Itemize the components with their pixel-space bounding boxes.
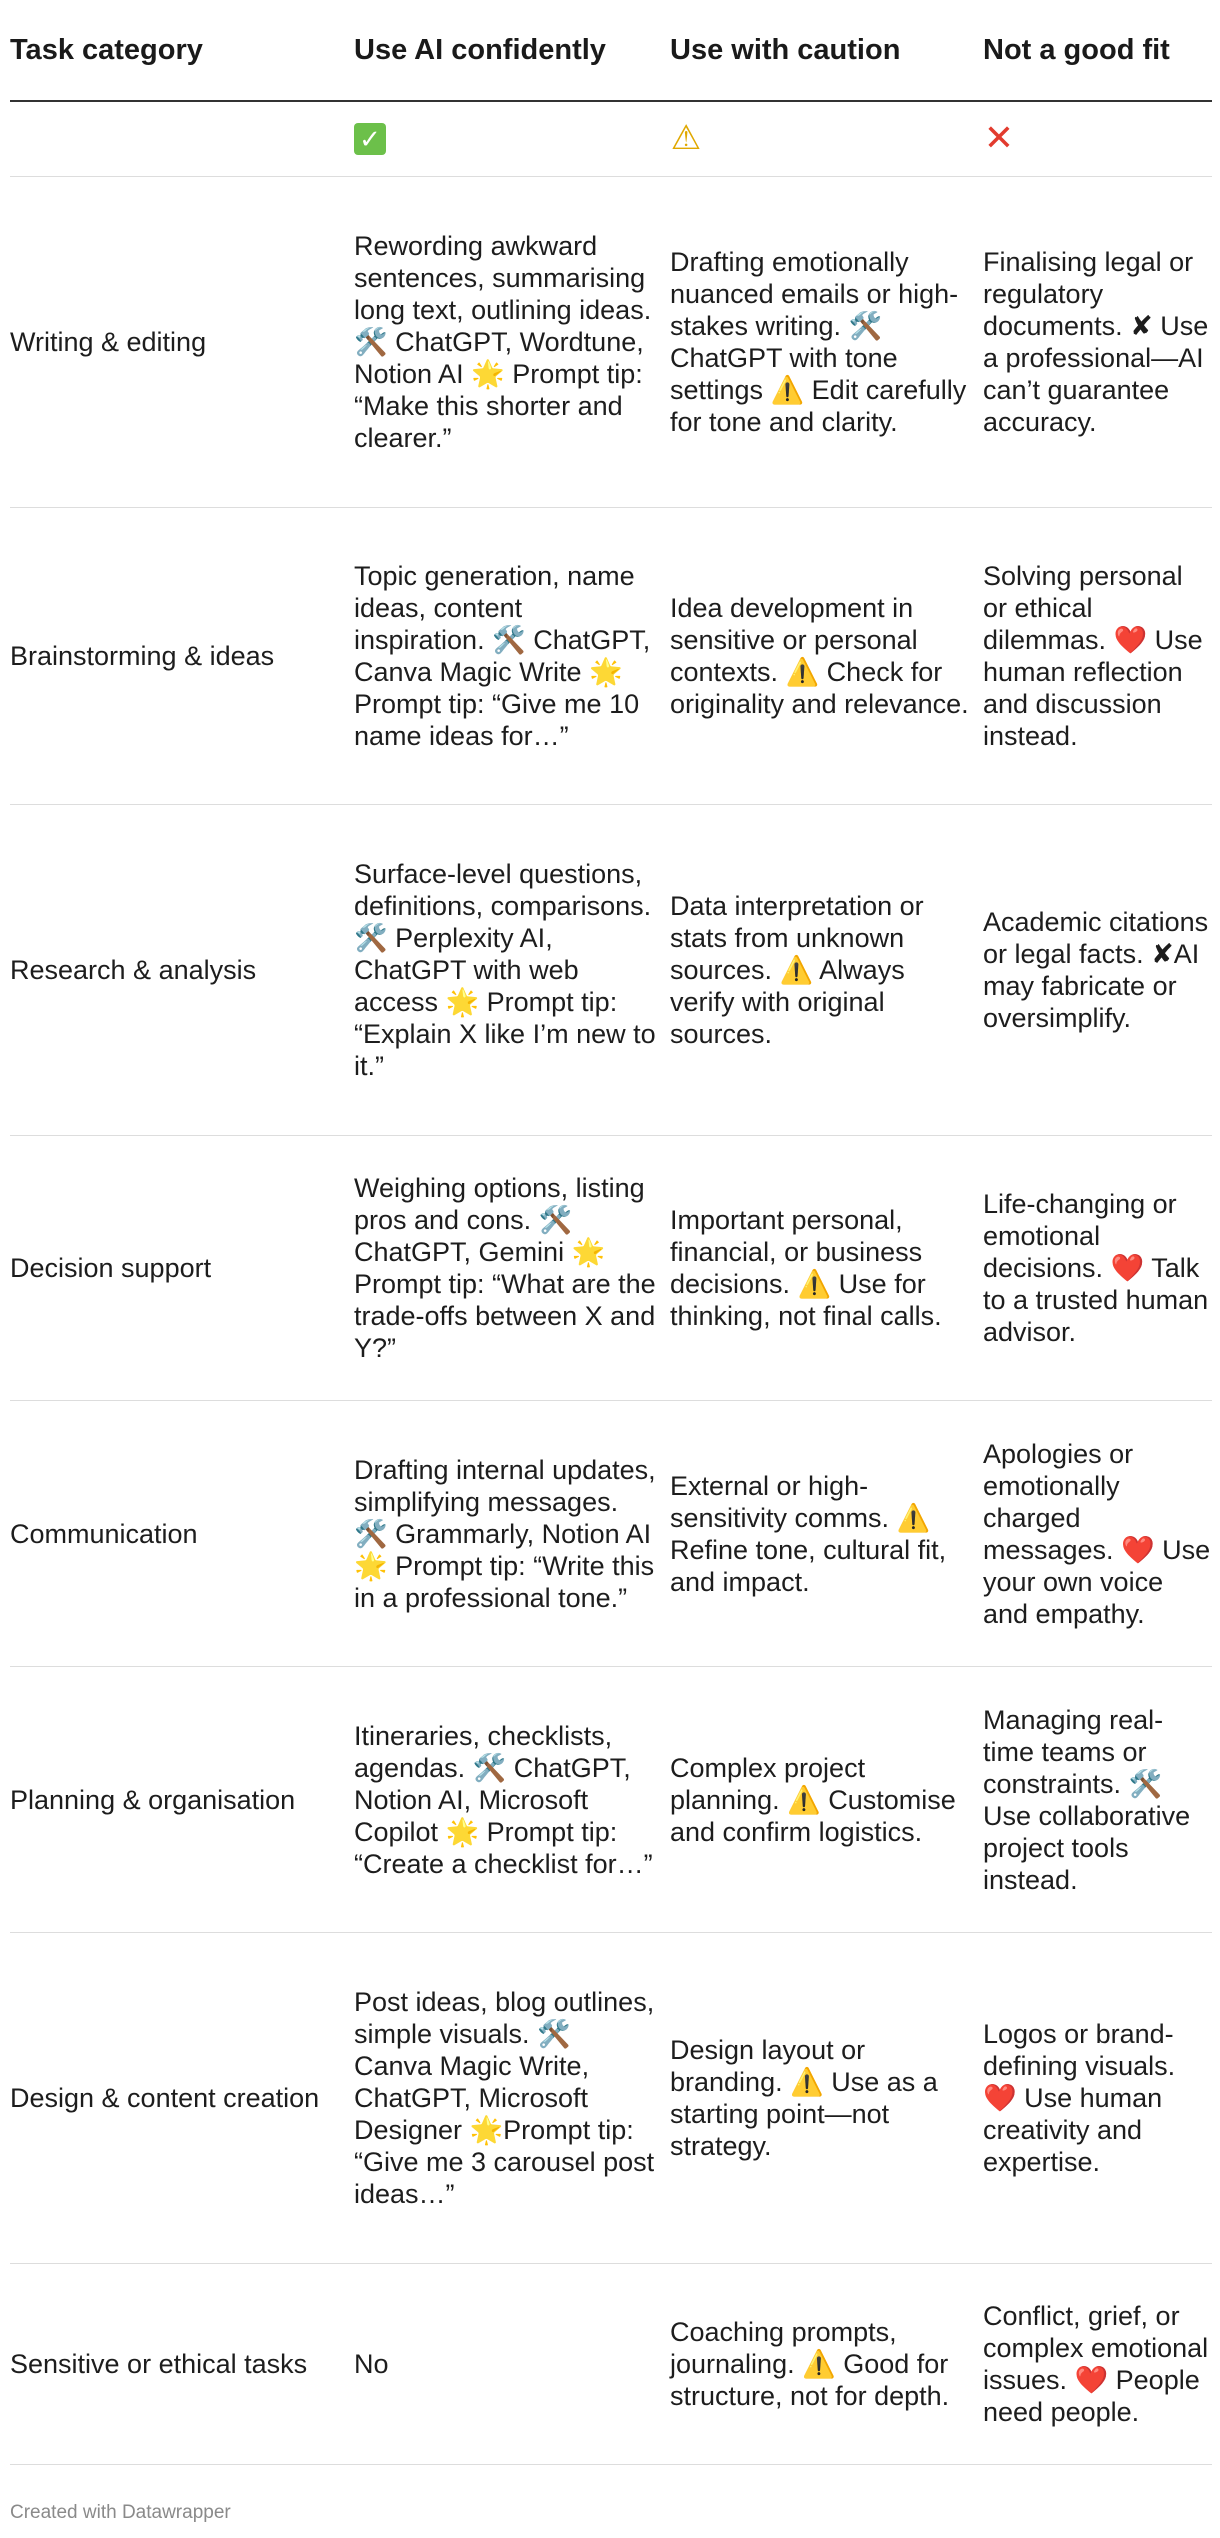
not-fit-cell: Apologies or emotionally charged messages. ❤️ Use your own voice and empathy.: [983, 1401, 1212, 1667]
header-row: [10, 0, 1212, 101]
task-category-cell: Decision support: [10, 1136, 354, 1401]
table-row: [10, 1667, 1212, 1933]
table-row: [10, 508, 1212, 805]
not-fit-cell: Conflict, grief, or complex emotional issues. ❤️ People need people.: [983, 2264, 1212, 2465]
confident-cell: Weighing options, listing pros and cons. 🛠️ ChatGPT, Gemini 🌟 Prompt tip: “What are the trade-offs between X and Y?”: [354, 1136, 670, 1401]
not-fit-cell: Finalising legal or regulatory documents. ✘ Use a professional—AI can’t guarantee accuracy.: [983, 177, 1212, 508]
icon-row-cell: [354, 101, 670, 177]
task-category-cell: Sensitive or ethical tasks: [10, 2264, 354, 2465]
task-category-cell: Brainstorming & ideas: [10, 508, 354, 805]
confident-cell: Topic generation, name ideas, content inspiration. 🛠️ ChatGPT, Canva Magic Write 🌟 Prompt tip: “Give me 10 name ideas for…”: [354, 508, 670, 805]
table-row: [10, 805, 1212, 1136]
confident-cell: Post ideas, blog outlines, simple visuals. 🛠️ Canva Magic Write, ChatGPT, Microsoft Designer 🌟Prompt tip: “Give me 3 carousel post ideas…”: [354, 1933, 670, 2264]
confident-cell: Itineraries, checklists, agendas. 🛠️ ChatGPT, Notion AI, Microsoft Copilot 🌟 Prompt tip: “Create a checklist for…”: [354, 1667, 670, 1933]
task-category-cell: Design & content creation: [10, 1933, 354, 2264]
not-fit-cell: Academic citations or legal facts. ✘AI may fabricate or oversimplify.: [983, 805, 1212, 1136]
caution-cell: Idea development in sensitive or personal contexts. ⚠️ Check for originality and relevance.: [670, 508, 983, 805]
header-use-ai-confidently: Use AI confidently: [354, 0, 670, 101]
not-fit-cell: Solving personal or ethical dilemmas. ❤️ Use human reflection and discussion instead.: [983, 508, 1212, 805]
caution-cell: Complex project planning. ⚠️ Customise and confirm logistics.: [670, 1667, 983, 1933]
table-row: [10, 177, 1212, 508]
task-category-cell: Communication: [10, 1401, 354, 1667]
icon-row-cell: [670, 101, 983, 177]
confident-cell: Surface-level questions, definitions, comparisons. 🛠️ Perplexity AI, ChatGPT with web access 🌟 Prompt tip: “Explain X like I’m new to it.”: [354, 805, 670, 1136]
caution-cell: External or high-sensitivity comms. ⚠️ Refine tone, cultural fit, and impact.: [670, 1401, 983, 1667]
comparison-table-container: [10, 0, 1212, 2465]
ai-use-table: [10, 0, 1212, 2465]
not-fit-cell: Life-changing or emotional decisions. ❤️ Talk to a trusted human advisor.: [983, 1136, 1212, 1401]
caution-cell: Drafting emotionally nuanced emails or high-stakes writing. 🛠️ ChatGPT with tone settings ⚠️ Edit carefully for tone and clarity.: [670, 177, 983, 508]
icon-row-cell: [983, 101, 1212, 177]
caution-cell: Important personal, financial, or business decisions. ⚠️ Use for thinking, not final calls.: [670, 1136, 983, 1401]
caution-cell: Coaching prompts, journaling. ⚠️ Good for structure, not for depth.: [670, 2264, 983, 2465]
task-category-cell: Research & analysis: [10, 805, 354, 1136]
confident-cell: No: [354, 2264, 670, 2465]
not-fit-cell: Managing real-time teams or constraints. 🛠️ Use collaborative project tools instead.: [983, 1667, 1212, 1933]
icon-row: [10, 101, 1212, 177]
not-fit-cell: Logos or brand-defining visuals. ❤️ Use human creativity and expertise.: [983, 1933, 1212, 2264]
header-use-with-caution: Use with caution: [670, 0, 983, 101]
caution-cell: Design layout or branding. ⚠️ Use as a starting point—not strategy.: [670, 1933, 983, 2264]
task-category-cell: Planning & organisation: [10, 1667, 354, 1933]
table-row: [10, 1136, 1212, 1401]
table-row: [10, 2264, 1212, 2465]
icon-row-empty-cell: [10, 101, 354, 177]
check-icon: ✓: [354, 123, 386, 155]
table-row: [10, 1401, 1212, 1667]
datawrapper-credit: Created with Datawrapper: [10, 2502, 231, 2523]
task-category-cell: Writing & editing: [10, 177, 354, 508]
header-task-category: Task category: [10, 0, 354, 101]
table-row: [10, 1933, 1212, 2264]
cross-icon: ✕: [983, 116, 1015, 158]
header-not-a-good-fit: Not a good fit: [983, 0, 1212, 101]
caution-cell: Data interpretation or stats from unknown sources. ⚠️ Always verify with original sources.: [670, 805, 983, 1136]
confident-cell: Drafting internal updates, simplifying messages. 🛠️ Grammarly, Notion AI 🌟 Prompt tip: “Write this in a professional tone.”: [354, 1401, 670, 1667]
warning-icon: ⚠: [670, 119, 702, 157]
confident-cell: Rewording awkward sentences, summarising long text, outlining ideas. 🛠️ ChatGPT, Wordtune, Notion AI 🌟 Prompt tip: “Make this shorter and clearer.”: [354, 177, 670, 508]
